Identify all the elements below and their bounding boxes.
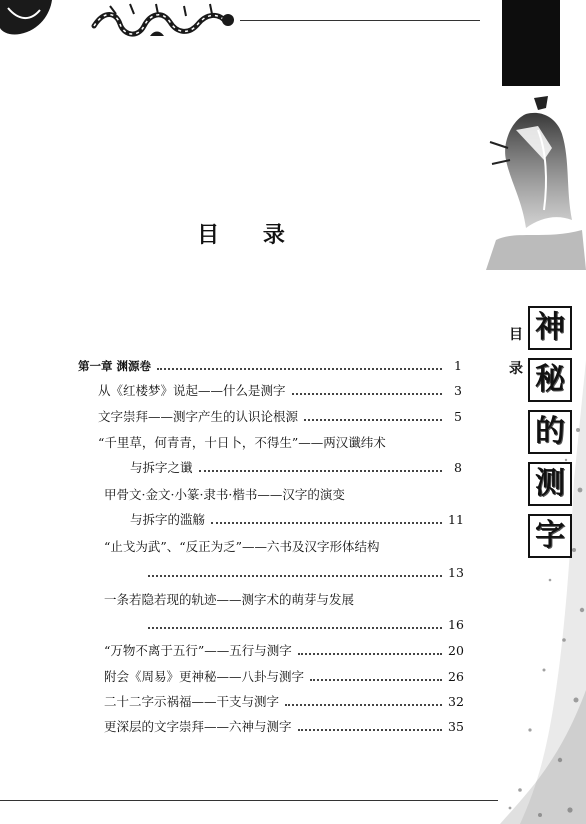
toc-entry-text: 附会《周易》更神秘——八卦与测字 bbox=[104, 669, 305, 684]
toc-entry-text: “千里草，何青青，十日卜，不得生”——两汉谶纬术 bbox=[98, 435, 386, 450]
side-book-title bbox=[528, 306, 574, 566]
toc-entry[interactable] bbox=[104, 694, 462, 710]
toc-page-number: 35 bbox=[448, 719, 464, 734]
toc-entry[interactable] bbox=[98, 383, 462, 399]
toc-entry-text: 更深层的文字崇拜——六神与测字 bbox=[104, 719, 292, 734]
toc-entry-continued[interactable] bbox=[142, 617, 462, 633]
toc-entry-continued[interactable] bbox=[142, 565, 462, 581]
toc-entry-text: 文字崇拜——测字产生的认识论根源 bbox=[98, 409, 299, 424]
toc-entry-text: 第一章 渊源卷 bbox=[78, 359, 152, 373]
side-label-char: 录 bbox=[509, 361, 523, 377]
leader-dots bbox=[148, 575, 442, 577]
toc-entry[interactable] bbox=[98, 409, 462, 425]
toc-page-number: 13 bbox=[448, 565, 464, 580]
toc-page-number: 26 bbox=[448, 669, 464, 684]
toc-entry-text: 与拆字的滥觞 bbox=[130, 512, 206, 527]
toc-entry-first-line[interactable] bbox=[104, 592, 462, 608]
toc-page-number: 8 bbox=[454, 460, 462, 475]
black-block bbox=[502, 0, 560, 86]
toc-entry-text: 与拆字之谶 bbox=[130, 460, 193, 475]
leader-dots bbox=[310, 679, 442, 681]
toc-entry-continued[interactable] bbox=[130, 512, 462, 528]
toc-page-number: 32 bbox=[448, 694, 464, 709]
toc-entry[interactable] bbox=[104, 669, 462, 685]
toc-page-number: 3 bbox=[454, 383, 462, 398]
toc-page-number: 20 bbox=[448, 643, 464, 658]
leader-dots bbox=[298, 729, 442, 731]
side-contents-label bbox=[507, 318, 525, 386]
toc-entry-first-line[interactable] bbox=[104, 539, 462, 555]
toc-page-number: 5 bbox=[454, 409, 462, 424]
toc-entry[interactable] bbox=[104, 719, 462, 735]
toc-entry[interactable] bbox=[104, 643, 462, 659]
toc-entry-first-line[interactable] bbox=[98, 435, 462, 451]
title-char: 字 bbox=[528, 514, 572, 558]
leader-dots bbox=[285, 704, 442, 706]
toc-entry-text: “止戈为武”、“反正为乏”——六书及汉字形体结构 bbox=[104, 539, 380, 554]
toc-entry-text: 从《红楼梦》说起——什么是测字 bbox=[98, 383, 286, 398]
toc-page-number: 1 bbox=[454, 358, 462, 373]
figure-illustration bbox=[486, 90, 586, 270]
footer-rule bbox=[0, 800, 498, 801]
toc-entry-first-line[interactable] bbox=[104, 487, 462, 503]
title-char: 的 bbox=[528, 410, 572, 454]
leader-dots bbox=[298, 653, 442, 655]
title-char: 秘 bbox=[528, 358, 572, 402]
leader-dots bbox=[292, 393, 442, 395]
toc-page-number: 11 bbox=[448, 512, 464, 527]
title-char: 测 bbox=[528, 462, 572, 506]
toc-entry-continued[interactable] bbox=[130, 460, 462, 476]
toc-entry-text: 二十二字示祸福——干支与测字 bbox=[104, 694, 280, 709]
leader-dots bbox=[304, 419, 442, 421]
side-label-char: 目 bbox=[509, 327, 523, 343]
toc-entry-text: 一条若隐若现的轨迹——测字术的萌芽与发展 bbox=[104, 592, 355, 607]
title-char: 神 bbox=[528, 306, 572, 350]
toc-page-number: 16 bbox=[448, 617, 464, 632]
leader-dots bbox=[211, 522, 442, 524]
toc-entry-text: “万物不离于五行”——五行与测字 bbox=[104, 643, 292, 658]
leader-dots bbox=[157, 368, 442, 370]
page-title: 目 录 bbox=[197, 223, 303, 248]
toc-entry-chapter[interactable] bbox=[78, 358, 462, 374]
toc-entry-text: 甲骨文·金文·小篆·隶书·楷书——汉字的演变 bbox=[104, 487, 345, 502]
leader-dots bbox=[148, 627, 442, 629]
leader-dots bbox=[199, 470, 442, 472]
